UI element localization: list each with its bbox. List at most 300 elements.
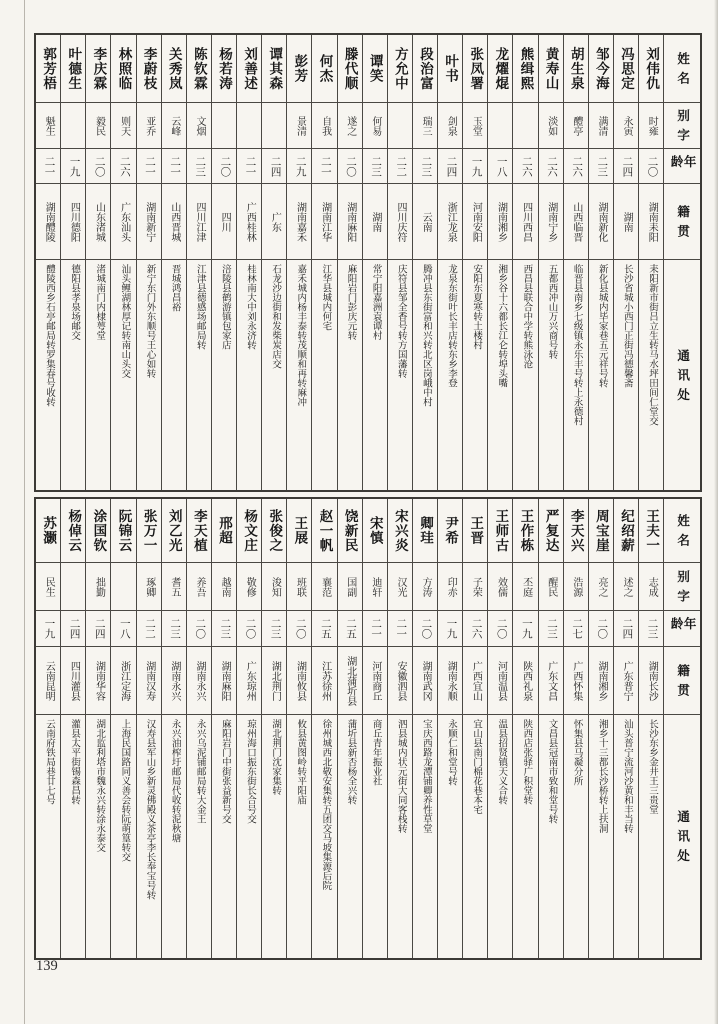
native-place: 河南商丘	[363, 647, 387, 715]
person-column	[111, 499, 136, 958]
contact-address: 文昌县冠南市致和堂号转	[546, 719, 557, 824]
age-value: 二一	[137, 149, 161, 184]
row-header-column	[664, 499, 700, 958]
person-column	[438, 499, 463, 958]
person-name: 杨文庄	[237, 499, 261, 563]
age-value: 一九	[463, 149, 487, 184]
contact-address: 温县招贤镇天义合转	[496, 719, 507, 805]
person-column	[564, 499, 589, 958]
age-value: 一八	[488, 149, 512, 184]
courtesy-name: 浩源	[564, 563, 588, 611]
person-column	[363, 499, 388, 958]
contact-address: 安阳东夏寒转土楼村	[471, 264, 482, 350]
courtesy-name: 拙勤	[86, 563, 110, 611]
native-place: 湖北荆门	[262, 647, 286, 715]
age-value: 二九	[287, 149, 311, 184]
courtesy-name: 醒民	[539, 563, 563, 611]
header-courtesy-name: 别字	[664, 563, 700, 611]
native-place: 湖南麻阳	[338, 184, 362, 260]
courtesy-name: 淡如	[539, 103, 563, 149]
header-native-place: 籍贯	[664, 647, 700, 715]
native-place: 湖南	[363, 184, 387, 260]
native-place: 湖南武冈	[413, 647, 437, 715]
age-value: 二六	[513, 149, 537, 184]
age-value: 二三	[639, 611, 663, 647]
native-place: 四川	[212, 184, 236, 260]
person-column	[413, 499, 438, 958]
contact-address: 德阳县孝泉场邮交	[69, 264, 80, 340]
person-column	[187, 499, 212, 958]
person-column	[363, 35, 388, 490]
person-column	[162, 499, 187, 958]
header-name: 姓名	[664, 35, 700, 103]
courtesy-name: 亚乔	[137, 103, 161, 149]
contact-address: 陕西店张驿广积堂转	[521, 719, 532, 805]
courtesy-name: 子荣	[463, 563, 487, 611]
courtesy-name: 瑞三	[413, 103, 437, 149]
person-name: 谭其森	[262, 35, 286, 103]
native-place: 湖北蒲圻县	[338, 647, 362, 715]
courtesy-name: 满清	[589, 103, 613, 149]
header-courtesy-name: 别字	[664, 103, 700, 149]
person-name: 冯思定	[614, 35, 638, 103]
age-value: 二四	[614, 149, 638, 184]
native-place: 云南昆明	[36, 647, 60, 715]
person-name: 何杰	[312, 35, 336, 103]
person-name: 熊缉熙	[513, 35, 537, 103]
person-column	[312, 499, 337, 958]
native-place: 湖南江华	[312, 184, 336, 260]
contact-address: 蒲圻县新否杨全兴转	[345, 719, 356, 805]
person-column	[438, 35, 463, 490]
person-column	[488, 499, 513, 958]
age-value: 二六	[463, 611, 487, 647]
native-place: 四川江津	[187, 184, 211, 260]
person-column	[513, 35, 538, 490]
age-value: 二一	[36, 149, 60, 184]
courtesy-name	[488, 103, 512, 149]
courtesy-name: 养吾	[187, 563, 211, 611]
person-name: 郭芳梧	[36, 35, 60, 103]
person-name: 王晋	[463, 499, 487, 563]
age-value: 二六	[539, 149, 563, 184]
courtesy-name: 毅民	[86, 103, 110, 149]
person-name: 邹今海	[589, 35, 613, 103]
courtesy-name: 志成	[639, 563, 663, 611]
native-place: 广西桂林	[237, 184, 261, 260]
person-column	[36, 499, 61, 958]
courtesy-name: 何易	[363, 103, 387, 149]
person-column	[262, 35, 287, 490]
age-value: 二一	[388, 611, 412, 647]
person-column	[137, 35, 162, 490]
page-number: 139	[36, 958, 58, 974]
age-value: 二三	[413, 149, 437, 184]
age-value: 二〇	[639, 149, 663, 184]
contact-address: 商丘青年振业社	[370, 719, 381, 786]
native-place: 山东渚城	[86, 184, 110, 260]
contact-address: 汕头普宁流河沙黄和丰当转	[621, 719, 632, 833]
courtesy-name: 醴亭	[564, 103, 588, 149]
courtesy-name: 遂之	[338, 103, 362, 149]
contact-address: 攸县黄图岭转平阳庙	[295, 719, 306, 805]
age-value: 二三	[187, 149, 211, 184]
native-place: 广东普宁	[614, 647, 638, 715]
courtesy-name	[111, 563, 135, 611]
courtesy-name: 效儒	[488, 563, 512, 611]
native-place: 湖南新宁	[137, 184, 161, 260]
person-name: 陈钦霖	[187, 35, 211, 103]
age-value: 二一	[237, 149, 261, 184]
native-place: 湖南嘉禾	[287, 184, 311, 260]
person-column	[388, 499, 413, 958]
person-column	[86, 35, 111, 490]
person-name: 李蔚枝	[137, 35, 161, 103]
age-value: 一九	[438, 611, 462, 647]
person-name: 尹希	[438, 499, 462, 563]
courtesy-name: 则天	[111, 103, 135, 149]
contact-address: 醴陵西乡石亭邮局转罗集春号收转	[44, 264, 54, 407]
contact-address: 永兴油榨圩邮局代收转泥秋塘	[169, 719, 180, 843]
courtesy-name: 浚知	[262, 563, 286, 611]
person-column	[61, 499, 86, 958]
person-name: 胡生泉	[564, 35, 588, 103]
contact-address: 徐州城西北敬安集转五团交马坡集源后院	[320, 719, 331, 890]
contact-address: 汉寿县军山乡新灵佛殿义茶亭李长奉宝号转	[144, 719, 155, 900]
person-name: 刘伟仇	[639, 35, 663, 103]
person-name: 关秀岚	[162, 35, 186, 103]
courtesy-name	[388, 103, 412, 149]
native-place: 山西晋城	[162, 184, 186, 260]
person-name: 张俊之	[262, 499, 286, 563]
person-name: 滕代顺	[338, 35, 362, 103]
person-column	[413, 35, 438, 490]
person-column	[162, 35, 187, 490]
person-name: 宋兴炎	[388, 499, 412, 563]
contact-address: 怀集县马凝分所	[571, 719, 582, 786]
person-column	[614, 35, 639, 490]
courtesy-name: 文烟	[187, 103, 211, 149]
courtesy-name: 襄范	[312, 563, 336, 611]
courtesy-name: 国副	[338, 563, 362, 611]
native-place: 湖南华容	[86, 647, 110, 715]
person-column	[61, 35, 86, 490]
age-value: 二二	[388, 149, 412, 184]
age-value: 二四	[438, 149, 462, 184]
courtesy-name	[237, 103, 261, 149]
person-column	[539, 499, 564, 958]
contact-address: 耒阳新市街吕立生转马水坪田间仁堂交	[647, 264, 657, 426]
person-name: 饶新民	[338, 499, 362, 563]
native-place: 广东琼州	[237, 647, 261, 715]
age-value: 二四	[614, 611, 638, 647]
native-place: 湖南湘乡	[589, 647, 613, 715]
person-name: 杨若涛	[212, 35, 236, 103]
contact-address: 长沙东乡金井王三贵堂	[647, 719, 657, 814]
courtesy-name	[513, 103, 537, 149]
contact-address: 常宁阳嘉洲袁谭村	[370, 264, 381, 340]
person-name: 方允中	[388, 35, 412, 103]
native-place: 江苏徐州	[312, 647, 336, 715]
contact-address: 晋城鸿昌裕	[169, 264, 180, 312]
native-place: 浙江定海	[111, 647, 135, 715]
person-column	[639, 499, 664, 958]
age-value: 二二	[137, 611, 161, 647]
contact-address: 麻阳岩门中街张益新号交	[219, 719, 230, 824]
header-age: 年龄	[664, 611, 700, 647]
person-name: 苏灏	[36, 499, 60, 563]
age-value: 二六	[564, 149, 588, 184]
contact-address: 湖北监利塔市魏永兴转涂永泰交	[94, 719, 105, 852]
person-column	[212, 499, 237, 958]
person-name: 叶德生	[61, 35, 85, 103]
courtesy-name: 自我	[312, 103, 336, 149]
courtesy-name: 迪轩	[363, 563, 387, 611]
person-name: 纪绍薪	[614, 499, 638, 563]
person-column	[564, 35, 589, 490]
native-place: 浙江龙泉	[438, 184, 462, 260]
age-value: 二三	[212, 611, 236, 647]
native-place: 湖南醴陵	[36, 184, 60, 260]
age-value: 二〇	[86, 149, 110, 184]
age-value: 二〇	[589, 611, 613, 647]
person-name: 李庆霖	[86, 35, 110, 103]
contact-address: 永顺仁和堂号转	[446, 719, 456, 786]
age-value: 二六	[111, 149, 135, 184]
contact-address: 宝庆西路龙潭铺卿养性草堂	[420, 719, 431, 833]
native-place: 湖南长沙	[639, 647, 663, 715]
contact-address: 龙泉东街叶长丰店转东乡李登	[446, 264, 456, 388]
header-name: 姓名	[664, 499, 700, 563]
header-age: 年龄	[664, 149, 700, 184]
native-place: 河南安阳	[463, 184, 487, 260]
person-name: 叶书	[438, 35, 462, 103]
contact-address: 长沙省城小西门正街冯德馨斋	[621, 264, 632, 388]
person-name: 龙燿焜	[488, 35, 512, 103]
person-column	[338, 35, 363, 490]
native-place: 湖南永顺	[438, 647, 462, 715]
person-column	[212, 35, 237, 490]
age-value: 二五	[338, 611, 362, 647]
contact-address: 永兴乌泥铺邮局转大金王	[194, 719, 205, 824]
person-name: 王夫一	[639, 499, 663, 563]
courtesy-name: 方涛	[413, 563, 437, 611]
person-column	[237, 499, 262, 958]
age-value: 二四	[262, 149, 286, 184]
person-column	[262, 499, 287, 958]
person-column	[614, 499, 639, 958]
row-header-column	[664, 35, 700, 490]
contact-address: 灌县太平街锡森昌转	[69, 719, 80, 805]
person-name: 周宝崖	[589, 499, 613, 563]
person-column	[86, 499, 111, 958]
person-column	[237, 35, 262, 490]
native-place: 广东文昌	[539, 647, 563, 715]
age-value: 二三	[363, 149, 387, 184]
native-place: 四川西昌	[513, 184, 537, 260]
person-name: 林照临	[111, 35, 135, 103]
courtesy-name: 汉光	[388, 563, 412, 611]
native-place: 湖南耒阳	[639, 184, 663, 260]
contact-address: 上海民国路同义善会转阮萌篁转交	[119, 719, 130, 862]
courtesy-name: 丕庭	[513, 563, 537, 611]
age-value: 二四	[61, 611, 85, 647]
courtesy-name: 亮之	[589, 563, 613, 611]
contact-address: 麻阳岩门彭庆元转	[345, 264, 356, 340]
native-place: 湖南宁乡	[539, 184, 563, 260]
age-value: 二一	[312, 149, 336, 184]
native-place: 河南温县	[488, 647, 512, 715]
person-name: 刘善述	[237, 35, 261, 103]
contact-address: 江华县城内何宅	[320, 264, 331, 331]
age-value: 二〇	[488, 611, 512, 647]
person-name: 邢超	[212, 499, 236, 563]
courtesy-name: 玉堂	[463, 103, 487, 149]
courtesy-name	[61, 563, 85, 611]
person-column	[539, 35, 564, 490]
age-value: 一九	[61, 149, 85, 184]
person-name: 阮锦云	[111, 499, 135, 563]
native-place: 湖南	[614, 184, 638, 260]
header-contact-address: 通讯处	[675, 810, 690, 869]
courtesy-name: 剑泉	[438, 103, 462, 149]
contact-address: 渚城南门内棣萼堂	[94, 264, 105, 340]
courtesy-name	[262, 103, 286, 149]
person-name: 严复达	[539, 499, 563, 563]
contact-address: 腾冲县东街富和兴转北区岗峨中村	[420, 264, 431, 407]
courtesy-name: 敬修	[237, 563, 261, 611]
contact-address: 汕头鲤湖林厚记转南山头交	[119, 264, 130, 378]
courtesy-name: 时雍	[639, 103, 663, 149]
person-name: 张万一	[137, 499, 161, 563]
person-column	[589, 499, 614, 958]
age-value: 二〇	[237, 611, 261, 647]
courtesy-name: 景清	[287, 103, 311, 149]
person-column	[513, 499, 538, 958]
native-place: 广东	[262, 184, 286, 260]
person-name: 王师古	[488, 499, 512, 563]
person-name: 王展	[287, 499, 311, 563]
header-native-place: 籍贯	[664, 184, 700, 260]
person-column	[338, 499, 363, 958]
contact-address: 云南府铁局巷廿七号	[44, 719, 54, 805]
age-value: 二三	[162, 611, 186, 647]
person-name: 段治富	[413, 35, 437, 103]
age-value: 二〇	[212, 149, 236, 184]
age-value: 二七	[564, 611, 588, 647]
courtesy-name: 耆五	[162, 563, 186, 611]
person-name: 李天兴	[564, 499, 588, 563]
contact-address: 临晋县南乡七级镇永乐丰号转上永德村	[571, 264, 582, 426]
person-name: 黄寿山	[539, 35, 563, 103]
person-column	[463, 35, 488, 490]
person-column	[287, 35, 312, 490]
native-place: 云南	[413, 184, 437, 260]
courtesy-name: 民生	[36, 563, 60, 611]
native-place: 湖南新化	[589, 184, 613, 260]
age-value: 一九	[36, 611, 60, 647]
courtesy-name: 述之	[614, 563, 638, 611]
contact-address: 江津县德感场邮局转	[194, 264, 205, 350]
contact-address: 湘乡十三都长沙桥转上扶洞	[596, 719, 607, 833]
directory-table-lower	[34, 497, 702, 960]
courtesy-name: 越南	[212, 563, 236, 611]
person-name: 涂国钦	[86, 499, 110, 563]
courtesy-name: 印赤	[438, 563, 462, 611]
courtesy-name: 永寅	[614, 103, 638, 149]
person-column	[137, 499, 162, 958]
age-value: 二〇	[187, 611, 211, 647]
native-place: 安徽泗县	[388, 647, 412, 715]
person-column	[488, 35, 513, 490]
age-value: 二〇	[287, 611, 311, 647]
age-value: 二三	[262, 611, 286, 647]
contact-address: 湖北荆门沈家集转	[270, 719, 281, 795]
header-contact-address: 通讯处	[675, 348, 690, 408]
contact-address: 西昌县联合中学转熊泳沧	[521, 264, 532, 369]
age-value: 二三	[539, 611, 563, 647]
native-place: 湖南麻阳	[212, 647, 236, 715]
age-value: 二一	[162, 149, 186, 184]
age-value: 一九	[513, 611, 537, 647]
native-place: 湖南汉寿	[137, 647, 161, 715]
age-value: 二一	[363, 611, 387, 647]
native-place: 四川灌县	[61, 647, 85, 715]
contact-address: 石龙沙边街和发柴炭店交	[270, 264, 281, 369]
native-place: 湖南永兴	[187, 647, 211, 715]
person-name: 彭芳	[287, 35, 311, 103]
person-name: 李天植	[187, 499, 211, 563]
scan-edge-shadow	[714, 0, 718, 1024]
native-place: 湖南永兴	[162, 647, 186, 715]
native-place: 广西宜山	[463, 647, 487, 715]
person-name: 刘乙光	[162, 499, 186, 563]
person-name: 杨倬云	[61, 499, 85, 563]
courtesy-name	[212, 103, 236, 149]
contact-address: 新宁东门外东顺号王心如转	[144, 264, 155, 378]
courtesy-name	[61, 103, 85, 149]
person-name: 王作栋	[513, 499, 537, 563]
age-value: 二〇	[413, 611, 437, 647]
native-place: 湖南攸县	[287, 647, 311, 715]
contact-address: 五都西冲山万兴商号转	[546, 264, 557, 359]
person-name: 谭笑	[363, 35, 387, 103]
person-name: 宋慎	[363, 499, 387, 563]
contact-address: 泗县城内状元街大同客栈转	[395, 719, 406, 833]
courtesy-name: 班联	[287, 563, 311, 611]
person-column	[589, 35, 614, 490]
contact-address: 琼州海口振东街长合号交	[245, 719, 255, 824]
age-value: 二五	[312, 611, 336, 647]
native-place: 四川庆符	[388, 184, 412, 260]
person-name: 张凤署	[463, 35, 487, 103]
person-column	[639, 35, 664, 490]
courtesy-name: 云峰	[162, 103, 186, 149]
person-column	[111, 35, 136, 490]
courtesy-name: 琢卿	[137, 563, 161, 611]
contact-address: 涪陵县鹤游镇包家店	[219, 264, 230, 350]
page-binding-line	[24, 0, 25, 1024]
person-column	[388, 35, 413, 490]
contact-address: 宜山县南门棉花巷本宅	[471, 719, 482, 814]
age-value: 二三	[589, 149, 613, 184]
age-value: 二四	[86, 611, 110, 647]
person-column	[36, 35, 61, 490]
age-value: 一八	[111, 611, 135, 647]
courtesy-name: 魁生	[36, 103, 60, 149]
contact-address: 嘉禾城内杨丰泰转茂顺和再转麻冲	[295, 264, 306, 407]
person-name: 赵一帆	[312, 499, 336, 563]
